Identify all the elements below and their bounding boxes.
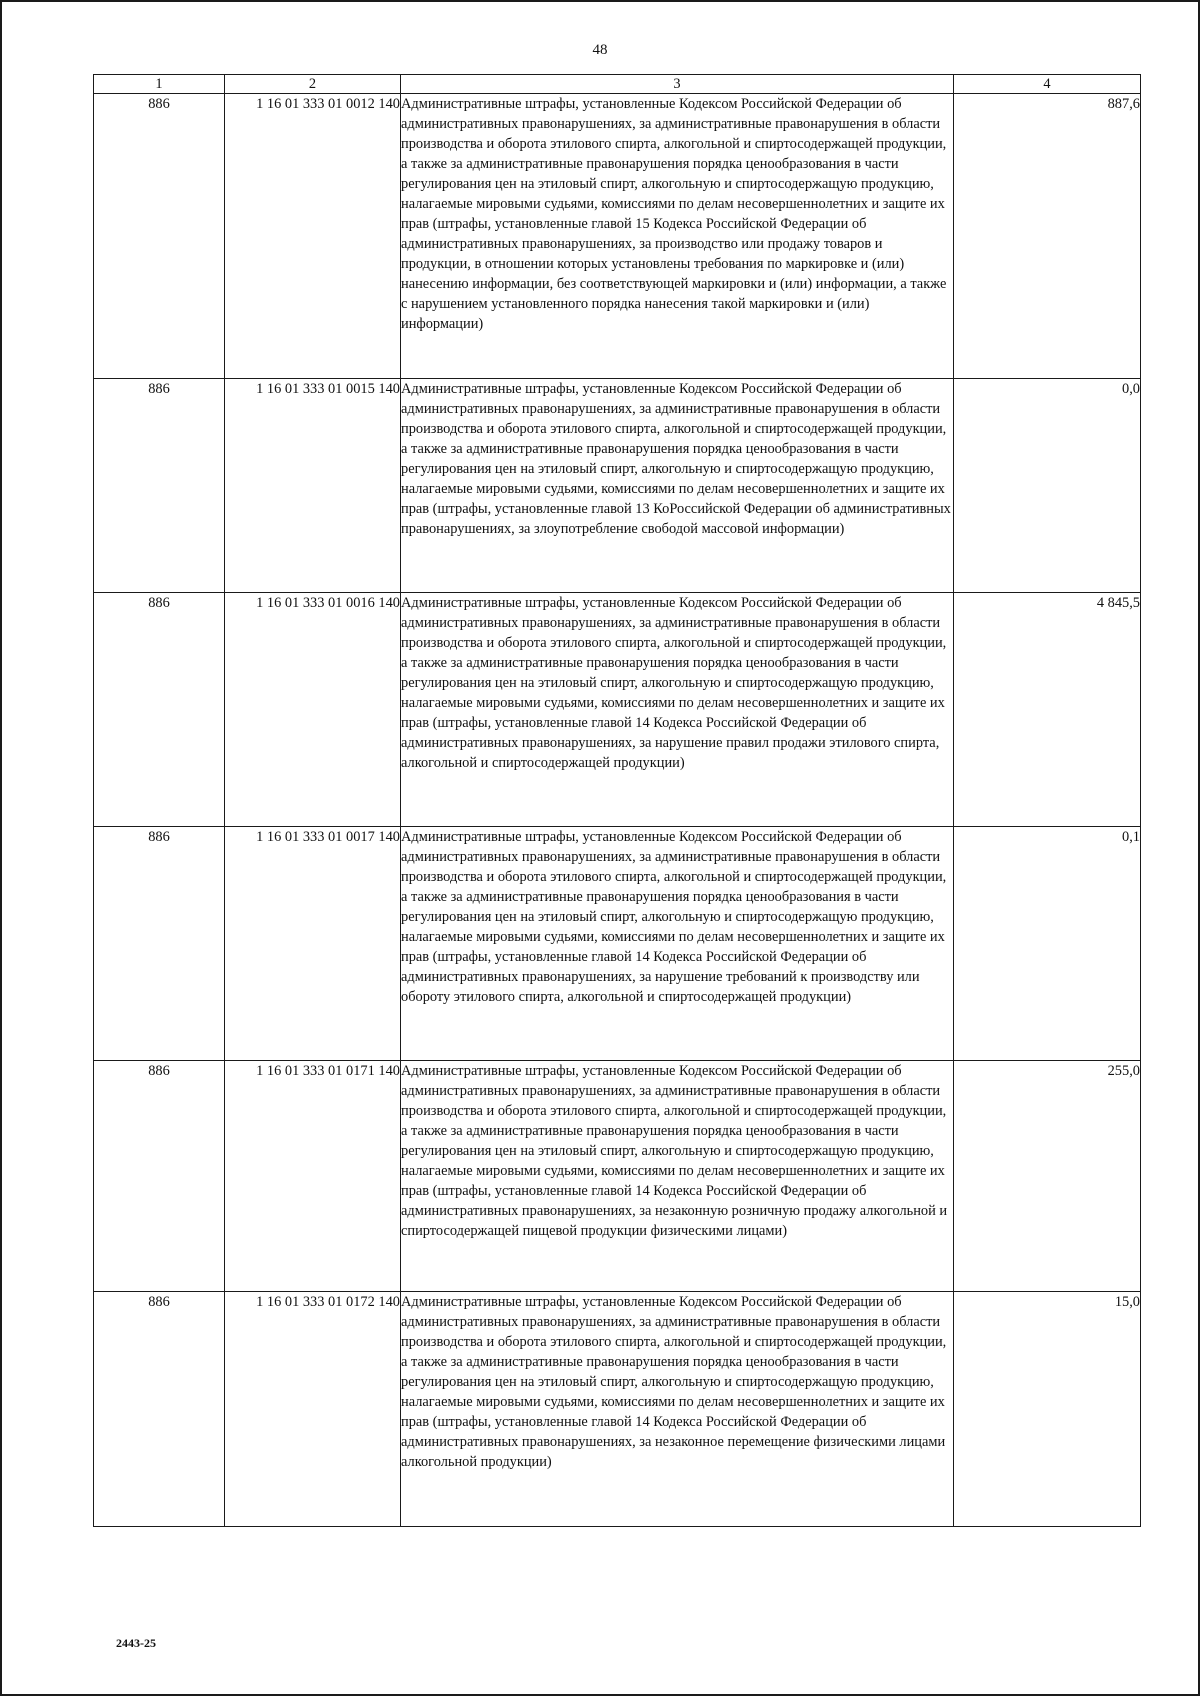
amount-cell: 0,0 [954, 379, 1141, 593]
admin-code-cell: 886 [94, 379, 225, 593]
column-header-1: 1 [94, 75, 225, 94]
header-row [94, 75, 1141, 94]
description-cell: Административные штрафы, установленные Кодексом Российской Федерации об административных правонарушениях, за административные правонарушения в области производства и оборота этилового спирта, алкогольной и спиртосодержащей продукции, а также за административные правонарушения порядка ценообразования в части регулирования цен на этиловый спирт, алкогольную и спиртосодержащую продукцию, налагаемые мировыми судьями, комиссиями по делам несовершеннолетних и защите их прав (штрафы, установленные главой 14 Кодекса Российской Федерации об административных правонарушениях, за нарушение требований к производству или обороту этилового спирта, алкогольной и спиртосодержащей продукции) [401, 827, 954, 1061]
admin-code-cell: 886 [94, 593, 225, 827]
amount-cell: 0,1 [954, 827, 1141, 1061]
column-header-4: 4 [954, 75, 1141, 94]
table-row [94, 593, 1141, 827]
budget-code-cell: 1 16 01 333 01 0172 140 [225, 1292, 401, 1527]
amount-cell: 4 845,5 [954, 593, 1141, 827]
table-row [94, 379, 1141, 593]
budget-code-cell: 1 16 01 333 01 0016 140 [225, 593, 401, 827]
admin-code-cell: 886 [94, 1061, 225, 1292]
description-cell: Административные штрафы, установленные Кодексом Российской Федерации об административных правонарушениях, за административные правонарушения в области производства и оборота этилового спирта, алкогольной и спиртосодержащей продукции, а также за административные правонарушения порядка ценообразования в части регулирования цен на этиловый спирт, алкогольную и спиртосодержащую продукцию, налагаемые мировыми судьями, комиссиями по делам несовершеннолетних и защите их прав (штрафы, установленные главой 14 Кодекса Российской Федерации об административных правонарушениях, за незаконное перемещение физическими лицами алкогольной продукции) [401, 1292, 954, 1527]
description-cell: Административные штрафы, установленные Кодексом Российской Федерации об административных правонарушениях, за административные правонарушения в области производства и оборота этилового спирта, алкогольной и спиртосодержащей продукции, а также за административные правонарушения порядка ценообразования в части регулирования цен на этиловый спирт, алкогольную и спиртосодержащую продукцию, налагаемые мировыми судьями, комиссиями по делам несовершеннолетних и защите их прав (штрафы, установленные главой 15 Кодекса Российской Федерации об административных правонарушениях, за производство или продажу товаров и продукции, в отношении которых установлены требования по маркировке и (или) нанесению информации, без соответствующей маркировки и (или) информации, а также с нарушением установленного порядка нанесения такой маркировки и (или) информации) [401, 94, 954, 379]
budget-code-cell: 1 16 01 333 01 0012 140 [225, 94, 401, 379]
revenue-table [93, 74, 1141, 1527]
column-header-3: 3 [401, 75, 954, 94]
description-cell: Административные штрафы, установленные Кодексом Российской Федерации об административных правонарушениях, за административные правонарушения в области производства и оборота этилового спирта, алкогольной и спиртосодержащей продукции, а также за административные правонарушения порядка ценообразования в части регулирования цен на этиловый спирт, алкогольную и спиртосодержащую продукцию, налагаемые мировыми судьями, комиссиями по делам несовершеннолетних и защите их прав (штрафы, установленные главой 14 Кодекса Российской Федерации об административных правонарушениях, за незаконную розничную продажу алкогольной и спиртосодержащей пищевой продукции физическими лицами) [401, 1061, 954, 1292]
page-number: 48 [592, 42, 608, 58]
table-row [94, 1292, 1141, 1527]
table-row [94, 94, 1141, 379]
admin-code-cell: 886 [94, 94, 225, 379]
column-header-2: 2 [225, 75, 401, 94]
table-row [94, 1061, 1141, 1292]
document-code: 2443-25 [116, 1636, 156, 1650]
amount-cell: 255,0 [954, 1061, 1141, 1292]
table-row [94, 827, 1141, 1061]
budget-code-cell: 1 16 01 333 01 0171 140 [225, 1061, 401, 1292]
admin-code-cell: 886 [94, 827, 225, 1061]
amount-cell: 15,0 [954, 1292, 1141, 1527]
budget-code-cell: 1 16 01 333 01 0015 140 [225, 379, 401, 593]
budget-code-cell: 1 16 01 333 01 0017 140 [225, 827, 401, 1061]
description-cell: Административные штрафы, установленные Кодексом Российской Федерации об административных правонарушениях, за административные правонарушения в области производства и оборота этилового спирта, алкогольной и спиртосодержащей продукции, а также за административные правонарушения порядка ценообразования в части регулирования цен на этиловый спирт, алкогольную и спиртосодержащую продукцию, налагаемые мировыми судьями, комиссиями по делам несовершеннолетних и защите их прав (штрафы, установленные главой 14 Кодекса Российской Федерации об административных правонарушениях, за нарушение правил продажи этилового спирта, алкогольной и спиртосодержащей продукции) [401, 593, 954, 827]
admin-code-cell: 886 [94, 1292, 225, 1527]
amount-cell: 887,6 [954, 94, 1141, 379]
description-cell: Административные штрафы, установленные Кодексом Российской Федерации об административных правонарушениях, за административные правонарушения в области производства и оборота этилового спирта, алкогольной и спиртосодержащей продукции, а также за административные правонарушения порядка ценообразования в части регулирования цен на этиловый спирт, алкогольную и спиртосодержащую продукцию, налагаемые мировыми судьями, комиссиями по делам несовершеннолетних и защите их прав (штрафы, установленные главой 13 КоРоссийской Федерации об административных правонарушениях, за злоупотребление свободой массовой информации) [401, 379, 954, 593]
